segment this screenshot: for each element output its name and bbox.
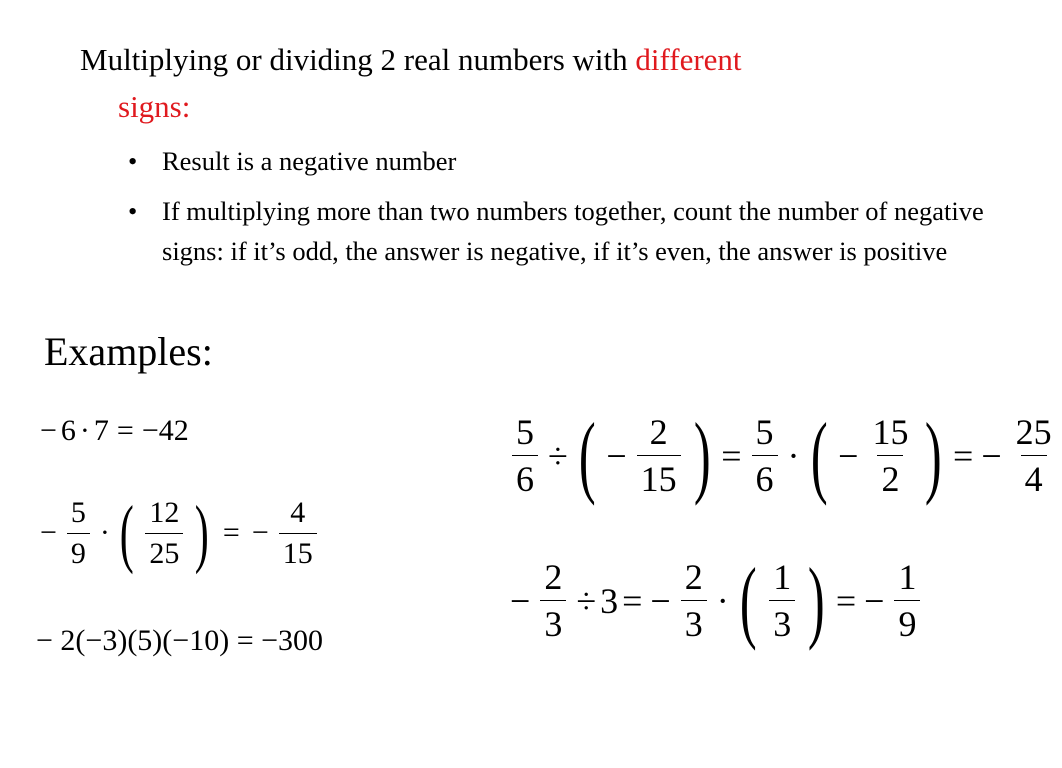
minus-sign: − [981,435,1002,476]
right-paren: ) [195,490,210,575]
fraction [512,412,538,500]
factor: 7 [93,414,109,447]
numerator: 1 [773,557,792,598]
bullet-dot: • [128,146,138,176]
right-paren: ) [808,549,825,651]
denominator: 9 [894,600,920,642]
fraction [752,412,778,500]
example-equation-3 [36,624,323,658]
times-dot: · [787,435,800,476]
fraction [145,495,183,570]
denominator: 3 [540,600,566,642]
minus-sign: − [606,435,627,476]
denominator: 15 [637,455,681,497]
fraction [769,557,795,645]
factor: 6 [60,414,76,447]
left-paren: ( [119,490,134,575]
denominator: 6 [512,455,538,497]
minus-sign: − [251,516,269,550]
fraction [279,495,317,570]
equals-sign: = [116,414,134,447]
equals-sign: = [953,435,974,476]
numerator: 5 [70,495,86,529]
fraction [868,412,912,500]
denominator: 2 [877,455,903,497]
denominator: 3 [769,600,795,642]
numerator: 25 [1015,412,1052,453]
bullet-list [128,141,988,281]
fraction [681,557,707,645]
times-dot: · [99,516,110,550]
denominator: 25 [145,533,183,569]
numerator: 4 [290,495,306,529]
minus-sign: − [650,580,671,621]
minus-sign: − [864,580,885,621]
bullet-item [128,141,988,181]
bullet-item [128,191,988,271]
bullet-text: Result is a negative number [162,146,457,176]
denominator: 9 [67,533,90,569]
examples-title: Examples: [44,329,213,374]
times-dot: · [716,580,729,621]
numerator: 2 [544,557,563,598]
bullet-dot: • [128,196,138,226]
left-paren: ( [578,404,596,506]
minus-sign: − [40,516,57,550]
heading-accent: different [635,42,742,77]
equals-sign: = [222,516,240,550]
divide-sign: ÷ [576,580,597,621]
fraction [637,412,681,500]
result: −42 [141,414,189,447]
fraction [1012,412,1056,500]
equals-sign: = [622,580,643,621]
example-equation-2 [36,490,323,575]
example-equation-5 [506,549,926,651]
right-paren: ) [693,404,711,506]
equals-sign: = [721,435,742,476]
denominator: 6 [752,455,778,497]
right-paren: ) [925,404,943,506]
numerator: 5 [755,412,774,453]
minus-sign: − [40,414,57,447]
numerator: 5 [516,412,534,453]
denominator: 15 [279,533,317,569]
left-paren: ( [810,404,828,506]
example-equation-1 [36,414,189,448]
denominator: 4 [1021,455,1047,497]
fraction [67,495,90,570]
fraction [540,557,566,645]
heading-line2: signs: [118,89,191,124]
slide-heading [80,36,960,130]
divide-sign: ÷ [548,435,568,476]
left-paren: ( [739,549,757,651]
denominator: 3 [681,600,707,642]
fraction [894,557,920,645]
example-equation-4 [506,404,1062,506]
equals-sign: = [835,580,857,621]
bullet-text: If multiplying more than two numbers together, count the number of negative signs: if it’s odd, the answer is negative, if it’s even, the answer is positive [162,196,984,266]
divisor: 3 [600,580,619,621]
numerator: 2 [684,557,703,598]
minus-sign: − [510,580,531,621]
numerator: 15 [872,412,909,453]
expression: − 2(−3)(5)(−10) = −300 [36,624,324,657]
heading-prefix: Multiplying or dividing 2 real numbers with [80,42,628,77]
numerator: 2 [649,412,668,453]
numerator: 12 [149,495,180,529]
times-dot: · [79,414,90,447]
numerator: 1 [898,557,917,598]
minus-sign: − [838,435,859,476]
